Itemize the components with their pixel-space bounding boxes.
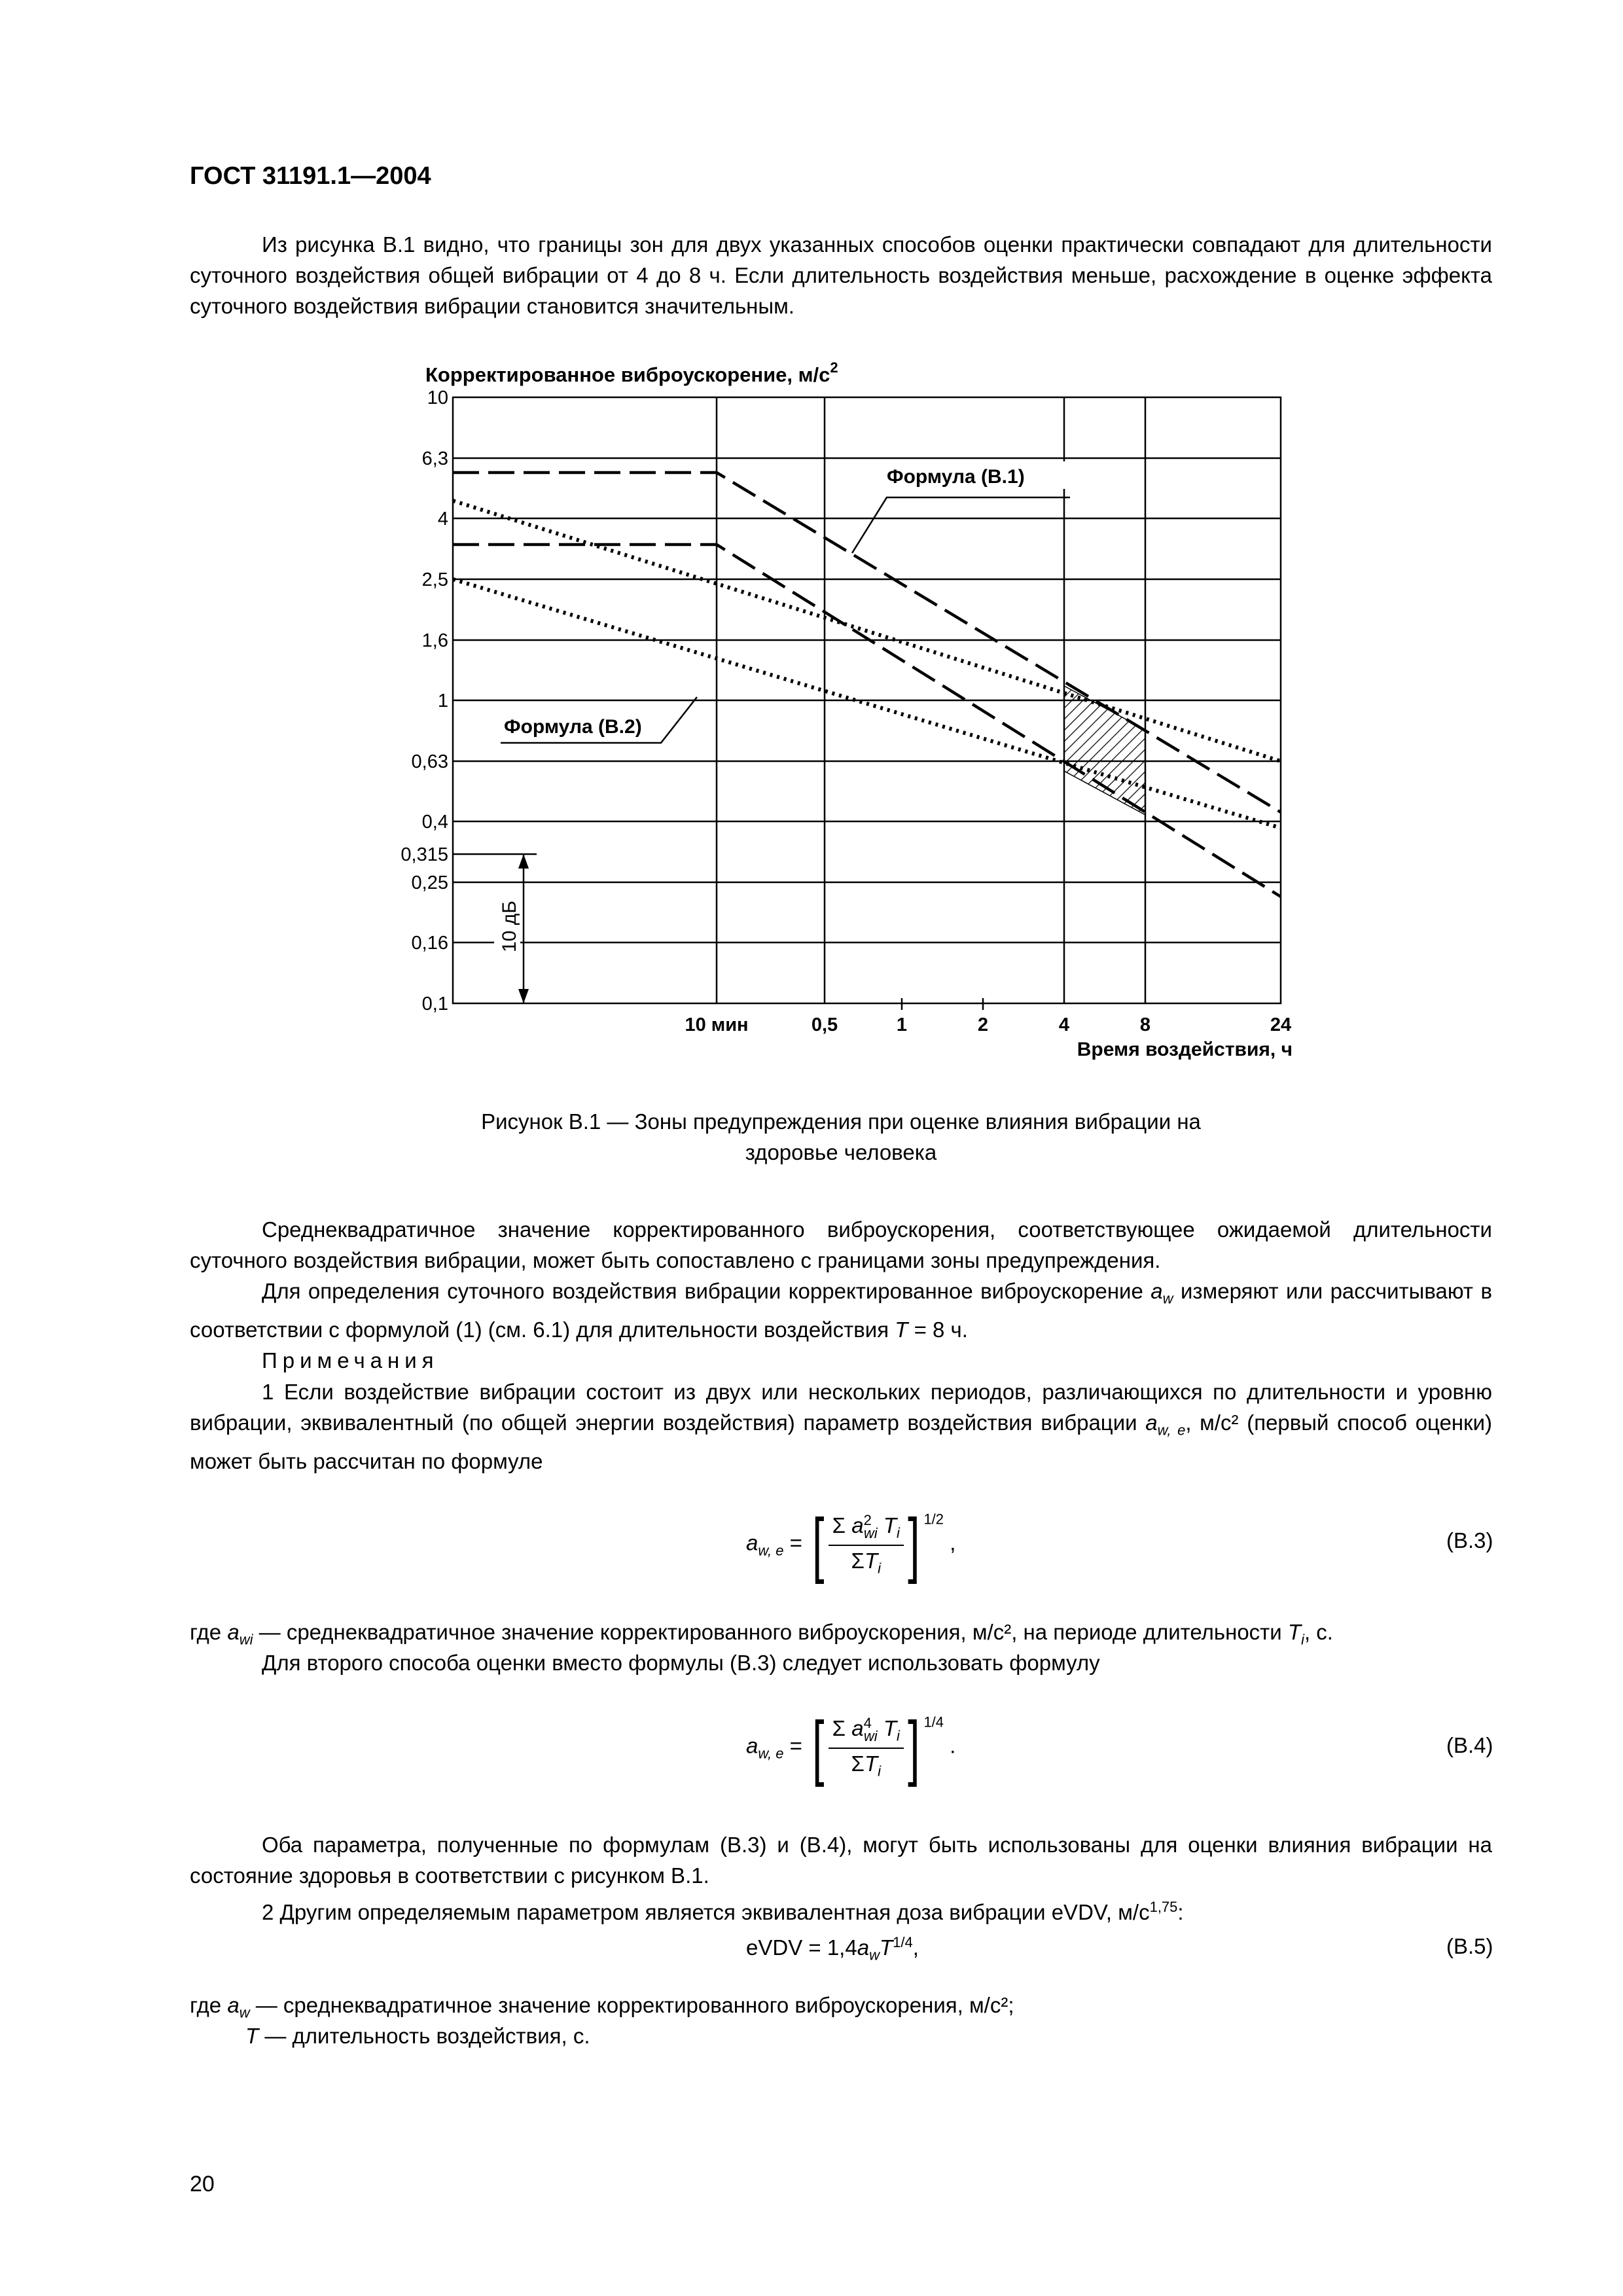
- body-paragraphs: [190, 1214, 1492, 1345]
- series-b2-lower: [453, 579, 1281, 828]
- y-tick-label: 4: [437, 509, 448, 529]
- y-tick-label: 0,4: [421, 812, 448, 833]
- y-tick-label: 6,3: [421, 448, 448, 469]
- vibration-zone-chart: [366, 350, 1322, 1077]
- caption-line-2: здоровье человека: [745, 1140, 937, 1164]
- x-tick-label: 4: [1058, 1014, 1070, 1035]
- x-tick-label: 24: [1270, 1014, 1292, 1035]
- intro-paragraph: Из рисунка В.1 видно, что границы зон для двух указанных способов оценки практически совпадают для длительности суточного воздействия общей вибрации от 4 до 8 ч. Если длительность воздействия меньше, расхождение в оценке эффекта суточного воздействия вибрации становится значительным.: [190, 232, 1492, 318]
- caption-line-1: Рисунок В.1 — Зоны предупреждения при оценке влияния вибрации на: [481, 1109, 1201, 1134]
- paragraph-rms: Среднеквадратичное значение корректированного виброускорения, соответствующее ожидаемой длительности суточного воздействия вибрации, может быть сопоставлено с границами зоны предупреждения.: [190, 1217, 1492, 1272]
- equation-b3: $a_{w, e}$ = [ $\frac{\Sigma a^2_{wi} T_i}{\Sigma T_i}$ ] $^{1/2}$ ,: [746, 1504, 956, 1585]
- note-2: 2 Другим определяемым параметром является эквивалентная доза вибрации eVDV, $м/с^{1,75}$:: [262, 1899, 1184, 1924]
- both-params: Оба параметра, полученные по формулам (В.3) и (В.4), могут быть использованы для оценки влияния вибрации на состояние здоровья в соответствии с рисунком В.1.: [190, 1833, 1492, 1888]
- y-tick-label: 1: [437, 691, 448, 711]
- paragraph-daily-exposure: Для определения суточного воздействия вибрации корректированное виброускорение $a_w$ измеряют или рассчитывают в соответствии с формулой (1) (см. 6.1) для длительности воздействия T = 8 ч.: [190, 1279, 1492, 1342]
- y-tick-label: 1,6: [421, 630, 448, 651]
- x-tick-label: 8: [1139, 1014, 1151, 1035]
- y-axis-title: Корректированное виброускорение, $м/с^2$: [425, 359, 838, 386]
- equation-b5: eVDV = $1,4a_wT^{1/4}$,: [746, 1934, 919, 1964]
- annotation-10db: 10 дБ: [499, 901, 520, 952]
- y-tick-label: 2,5: [421, 569, 448, 590]
- x-tick-label: 2: [977, 1014, 989, 1035]
- x-axis-title: Время воздействия, ч: [1077, 1039, 1293, 1060]
- y-tick-label: 0,315: [401, 844, 448, 865]
- y-tick-label: 0,63: [411, 751, 448, 772]
- document-header: ГОСТ 31191.1—2004: [190, 162, 431, 190]
- figure-caption: [190, 1106, 1492, 1168]
- where-awi: где $a_{wi}$ — среднеквадратичное значение корректированного виброускорения, м/с², на периоде длительности $T_i$, с.: [190, 1620, 1333, 1648]
- equation-number-b4: (В.4): [1446, 1733, 1493, 1757]
- x-tick-label: 10 мин: [685, 1014, 749, 1035]
- x-tick-label: 0,5: [811, 1014, 838, 1035]
- second-method: Для второго способа оценки вместо формулы (В.3) следует использовать формулу: [262, 1651, 1100, 1675]
- y-tick-label: 10: [427, 387, 448, 408]
- page-number: 20: [190, 2172, 215, 2197]
- notes-heading: Примечания: [262, 1348, 439, 1372]
- y-tick-label: 0,1: [421, 994, 448, 1014]
- chart-grid: [453, 397, 1281, 1003]
- where-aw: где $a_w$ — среднеквадратичное значение корректированного виброускорения, м/с²;: [190, 1993, 1014, 2021]
- equation-number-b5: (В.5): [1446, 1934, 1493, 1958]
- note-1: 1 Если воздействие вибрации состоит из двух или нескольких периодов, различающихся по длительности и уровню вибрации, эквивалентный (по общей энергии воздействия) параметр воздействия вибрации $a_{w, e}$, м/с² (первый способ оценки) может быть рассчитан по формуле: [190, 1380, 1493, 1473]
- x-tick-label: 1: [896, 1014, 908, 1035]
- annotation-formula-b1: Формула (В.1): [887, 466, 1025, 488]
- y-tick-label: 0,25: [411, 872, 448, 893]
- where-t: T — длительность воздействия, с.: [245, 2024, 590, 2048]
- annotation-formula-b2: Формула (В.2): [504, 716, 642, 738]
- y-tick-label: 0,16: [411, 933, 448, 954]
- equation-number-b3: (В.3): [1446, 1528, 1493, 1552]
- equation-b4: $a_{w, e}$ = [ $\frac{\Sigma a^4_{wi} T_i}{\Sigma T_i}$ ] $^{1/4}$ .: [746, 1707, 956, 1787]
